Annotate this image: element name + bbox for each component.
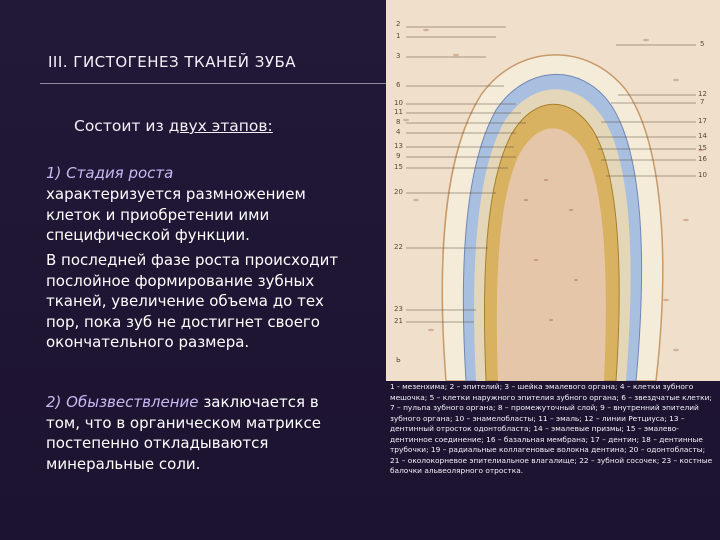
intro-underlined: двух этапов: <box>168 117 273 135</box>
label-left: 4 <box>396 128 401 136</box>
slide-title: III. ГИСТОГЕНЕЗ ТКАНЕЙ ЗУБА <box>48 53 297 71</box>
figure-caption: 1 - мезенхима; 2 – эпителий; 3 – шейка эмалевого органа; 4 – клетки зубного мешочка; 5 – клетки наружного эпителия зубного органа; 6 – звездчатые клетки; 7 – пульпа зубного органа; 8 – промежуточный слой; 9 – внутренний эпителий зубного органа; 10 – энамелобласты; 11 – эмаль; 12 – линии Ретциуса; 13 – дентинный отросток одонтобласта; 14 – эмалевые призмы; 15 – эмалево-дентинное соединение; 16 – базальная мембрана; 17 – дентин; 18 – дентинные трубочки; 19 – радиальные коллагеновые волокна дентина; 20 – одонтобласты; 21 – околокорневое эпителиальное влагалище; 22 – зубной сосочек; 23 – костные балочки альвеолярного отростка. <box>390 382 713 475</box>
label-right: 7 <box>700 98 705 106</box>
intro-prefix: Состоит из <box>74 117 169 135</box>
label-right: 12 <box>698 90 707 98</box>
label-left: 10 <box>394 99 403 107</box>
stage2-paragraph <box>46 392 346 474</box>
stage2-heading: 2) Обызвествление <box>46 393 199 411</box>
label-left: 21 <box>394 317 403 325</box>
label-left: 20 <box>394 188 403 196</box>
label-left: 3 <box>396 52 401 60</box>
label-left: 11 <box>394 108 403 116</box>
label-right: 17 <box>698 117 707 125</box>
label-left: 6 <box>396 81 401 89</box>
label-right: 14 <box>698 132 707 140</box>
label-left: 1 <box>396 32 401 40</box>
stage1-text: характеризуется размножением клеток и приобретении ими специфической функции. <box>46 185 306 244</box>
stage1-text2: В последней фазе роста происходит послойное формирование зубных тканей, увеличение объема до тех пор, пока зуб не достигнет своего окончательного размера. <box>46 251 339 351</box>
label-left: 22 <box>394 243 403 251</box>
label-left: 15 <box>394 163 403 171</box>
stage1-heading: 1) Стадия роста <box>46 164 174 182</box>
label-right: 15 <box>698 144 707 152</box>
label-left: Ь <box>396 356 401 364</box>
label-left: 9 <box>396 152 401 160</box>
tooth-histology-figure <box>386 0 720 381</box>
label-left: 23 <box>394 305 403 313</box>
label-left: 2 <box>396 20 401 28</box>
label-right: 10 <box>698 171 707 179</box>
tooth-germ-illustration <box>386 0 720 381</box>
intro-line <box>74 117 273 135</box>
label-left: 8 <box>396 118 401 126</box>
label-left: 13 <box>394 142 403 150</box>
label-right: 5 <box>700 40 705 48</box>
title-divider <box>40 83 388 84</box>
stage2-text: заключается в том, что в органическом матриксе постепенно откладываются минеральные соли. <box>46 393 321 473</box>
label-right: 16 <box>698 155 707 163</box>
